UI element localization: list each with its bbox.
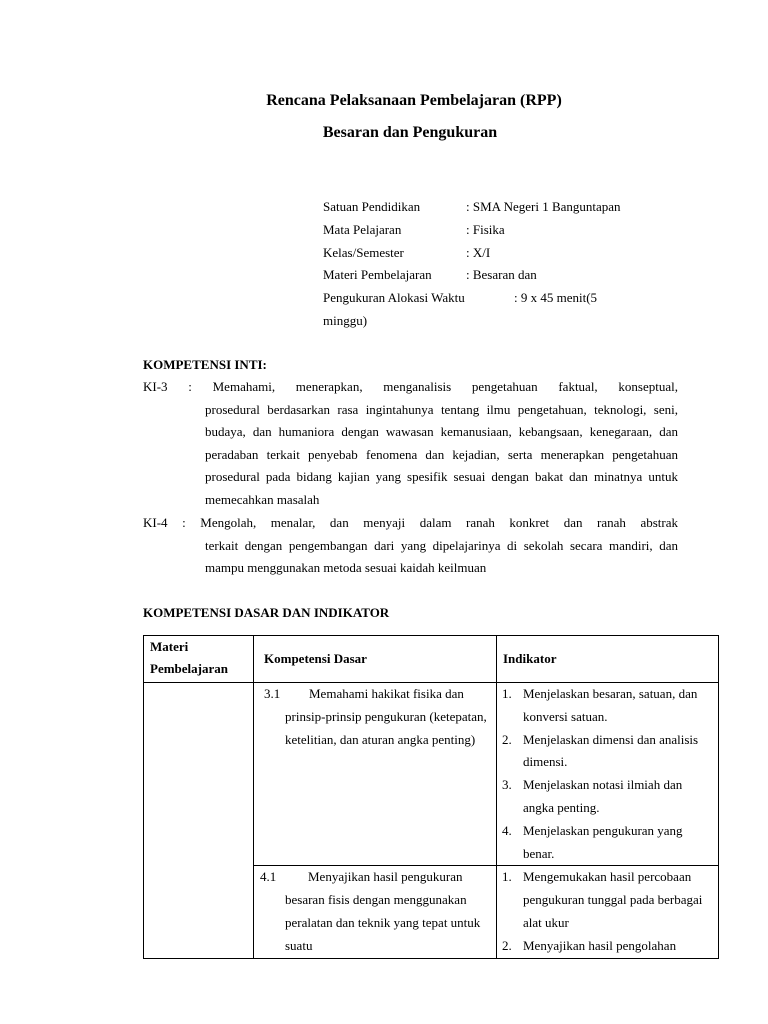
- document-subtitle: Besaran dan Pengukuran: [322, 124, 498, 141]
- kd-rest: besaran fisis dengan menggunakan peralatan dan teknik yang tepat untuk suatu: [285, 892, 481, 953]
- identity-label: Mata Pelajaran: [323, 221, 402, 237]
- indikator-number: 1.: [502, 686, 512, 701]
- identity-row: [323, 219, 621, 242]
- identity-row: [323, 310, 621, 333]
- identity-value: : SMA Negeri 1 Banguntapan: [466, 199, 621, 214]
- identity-label: Materi Pembelajaran: [323, 267, 432, 283]
- indikator-number: 1.: [502, 869, 512, 885]
- list-item: [502, 866, 714, 934]
- indikator-text: Menjelaskan besaran, satuan, dan konversi satuan.: [523, 686, 698, 724]
- header-materi: Materi Pembelajaran: [144, 636, 254, 683]
- table-header-row: [144, 636, 719, 683]
- list-item: [502, 935, 714, 958]
- indikator-text: Menjelaskan pengukuran yang benar.: [523, 822, 683, 861]
- kd-first-line: Menyajikan hasil pengukuran: [308, 869, 463, 885]
- identity-row: [323, 287, 621, 310]
- indikator-number: 4.: [502, 822, 512, 838]
- indikator-number: 2.: [502, 731, 512, 747]
- kd-number: 3.1: [264, 686, 281, 701]
- ki3-head: KI-3 : Memahami, menerapkan, menganalisis pengetahuan faktual, konseptual,: [143, 379, 678, 394]
- kd-item: [254, 683, 496, 751]
- identity-value: : Besaran dan: [466, 267, 537, 283]
- indikator-text: Mengemukakan hasil percobaan pengukuran tunggal pada berbagai alat ukur: [523, 869, 703, 930]
- header-indikator: Indikator: [497, 636, 719, 683]
- kd-cell: [254, 866, 497, 959]
- identity-block: [323, 196, 621, 333]
- kd-first-line: Memahami hakikat fisika dan: [309, 686, 464, 701]
- indikator-list: [497, 683, 718, 865]
- indikator-list: [497, 866, 718, 957]
- indikator-text: Menjelaskan dimensi dan analisis dimensi.: [523, 731, 699, 770]
- indikator-text: Menyajikan hasil pengolahan: [523, 937, 677, 953]
- indikator-number: 2.: [502, 937, 512, 953]
- indikator-number: 3.: [502, 777, 512, 793]
- ki4-head: KI-4 : Mengolah, menalar, dan menyaji dalam ranah konkret dan ranah abstrak: [143, 515, 678, 530]
- list-item: [502, 820, 714, 866]
- identity-label: Pengukuran Alokasi Waktu: [323, 290, 465, 306]
- identity-label: Satuan Pendidikan: [323, 199, 421, 214]
- identity-row: [323, 196, 621, 219]
- indikator-cell: [497, 866, 719, 959]
- kd-item: [254, 866, 496, 957]
- identity-row: [323, 242, 621, 265]
- ki3-body: prosedural berdasarkan rasa ingintahunya tentang ilmu pengetahuan, teknologi, seni, budaya, dan humaniora dengan wawasan kemanusiaan, kebangsaan, kenegaraan, dan peradaban terkait penyebab fenomena dan kejadian, serta menerapkan pengetahuan prosedural pada bidang kajian yang spesifik sesuai dengan bakat dan minatnya untuk memecahkan masalah: [205, 401, 678, 507]
- identity-value: : 9 x 45 menit(5: [514, 290, 598, 306]
- kompetensi-dasar-table: [143, 635, 719, 959]
- indikator-text: Menjelaskan notasi ilmiah dan angka penting.: [523, 777, 683, 815]
- identity-label: minggu): [323, 312, 368, 328]
- document-title: Rencana Pelaksanaan Pembelajaran (RPP): [266, 92, 562, 109]
- identity-value: : Fisika: [466, 221, 505, 237]
- indikator-cell: [497, 683, 719, 866]
- identity-value: : X/I: [466, 244, 491, 260]
- kd-cell: [254, 683, 497, 866]
- kompetensi-dasar-heading: KOMPETENSI DASAR DAN INDIKATOR: [143, 605, 390, 620]
- list-item: [502, 729, 714, 775]
- kd-rest: prinsip-prinsip pengukuran (ketepatan, ketelitian, dan aturan angka penting): [285, 708, 487, 747]
- materi-cell: [144, 683, 254, 959]
- ki3-paragraph: [143, 376, 678, 512]
- list-item: [502, 774, 714, 820]
- header-kompetensi-dasar: Kompetensi Dasar: [254, 636, 497, 683]
- ki4-paragraph: [143, 512, 678, 580]
- kd-number: 4.1: [260, 869, 277, 885]
- identity-label: Kelas/Semester: [323, 244, 404, 260]
- table-row: [144, 683, 719, 866]
- identity-row: [323, 264, 621, 287]
- kompetensi-inti-heading: KOMPETENSI INTI:: [143, 357, 267, 372]
- ki4-body: terkait dengan pengembangan dari yang dipelajarinya di sekolah secara mandiri, dan mampu menggunakan metoda sesuai kaidah keilmuan: [205, 537, 678, 576]
- list-item: [502, 683, 714, 729]
